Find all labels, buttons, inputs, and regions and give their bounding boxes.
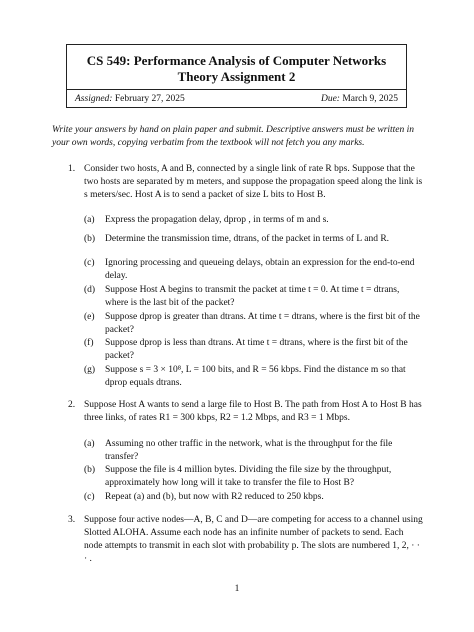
question-1-part-c xyxy=(84,257,424,283)
instructions: Write your answers by hand on plain paper and submit. Descriptive answers must be written in your own words, copying verbatim from the textbook will not fetch you any marks. xyxy=(52,125,415,148)
question-1-part-d xyxy=(84,284,424,310)
part-label: (b) xyxy=(84,234,96,244)
header-divider xyxy=(67,89,406,90)
question-1-part-b xyxy=(84,233,424,246)
part-label: (a) xyxy=(84,215,95,225)
question-1-part-e xyxy=(84,311,424,337)
part-text: Suppose dprop is greater than dtrans. At time t = dtrans, where is the first bit of the packet? xyxy=(105,312,420,335)
part-label: (d) xyxy=(84,285,96,295)
part-text: Suppose dprop is less than dtrans. At time t = dtrans, where is the first bit of the packet? xyxy=(105,338,408,361)
part-label: (b) xyxy=(84,465,96,475)
part-label: (f) xyxy=(84,338,94,348)
part-label: (c) xyxy=(84,492,95,502)
title-line-2: Theory Assignment 2 xyxy=(177,69,296,84)
question-1 xyxy=(52,163,424,202)
due-date xyxy=(321,94,398,104)
question-text: Consider two hosts, A and B, connected by a single link of rate R bps. Suppose that the two hosts are separated by m meters, and suppose the propagation speed along the link is s meters/sec. Host A is to send a packet of size L bits to Host B. xyxy=(84,164,423,200)
part-text: Repeat (a) and (b), but now with R2 reduced to 250 kbps. xyxy=(105,492,324,502)
part-text: Ignoring processing and queueing delays, obtain an expression for the end-to-end delay. xyxy=(105,258,415,281)
assigned-value: February 27, 2025 xyxy=(114,94,185,104)
question-1-part-g xyxy=(84,364,424,390)
part-text: Suppose Host A begins to transmit the packet at time t = 0. At time t = dtrans, where is the last bit of the packet? xyxy=(105,285,400,308)
assigned-date xyxy=(75,94,185,104)
part-label: (g) xyxy=(84,365,96,375)
due-label: Due: xyxy=(320,94,340,104)
part-label: (c) xyxy=(84,258,95,268)
assignment-header xyxy=(66,44,407,108)
due-value: March 9, 2025 xyxy=(342,94,398,104)
question-2-part-b xyxy=(84,464,424,490)
title-line-1: CS 549: Performance Analysis of Computer Networks xyxy=(86,53,387,68)
part-text: Determine the transmission time, dtrans, of the packet in terms of L and R. xyxy=(105,234,390,244)
part-text: Suppose s = 3 × 10⁸, L = 100 bits, and R = 56 kbps. Find the distance m so that dprop equals dtrans. xyxy=(105,365,406,388)
question-text: Suppose four active nodes—A, B, C and D—are competing for access to a channel using Slotted ALOHA. Assume each node has an infinite number of packets to send. Each node attempts to transmit in each slot with probability p. The slots are numbered 1, 2, · · · . xyxy=(84,515,423,564)
question-text: Suppose Host A wants to send a large file to Host B. The path from Host A to Host B has three links, of rates R1 = 300 kbps, R2 = 1.2 Mbps, and R3 = 1 Mbps. xyxy=(84,400,422,423)
question-1-part-a xyxy=(84,214,424,227)
part-label: (a) xyxy=(84,439,95,449)
part-text: Express the propagation delay, dprop , in terms of m and s. xyxy=(105,215,329,225)
question-number: 1. xyxy=(68,164,76,174)
question-2-part-a xyxy=(84,438,424,464)
part-text: Assuming no other traffic in the network, what is the throughput for the file transfer? xyxy=(105,439,393,462)
page-number: 1 xyxy=(234,584,240,594)
question-number: 2. xyxy=(68,400,76,410)
question-3 xyxy=(52,514,424,566)
question-1-part-f xyxy=(84,337,424,363)
question-number: 3. xyxy=(68,515,76,525)
question-2-part-c xyxy=(84,491,424,504)
part-text: Suppose the file is 4 million bytes. Dividing the file size by the throughput, approximately how long will it take to transfer the file to Host B? xyxy=(105,465,392,488)
assigned-label: Assigned: xyxy=(75,94,113,104)
part-label: (e) xyxy=(84,312,95,322)
course-title xyxy=(67,53,406,85)
question-2 xyxy=(52,399,424,425)
